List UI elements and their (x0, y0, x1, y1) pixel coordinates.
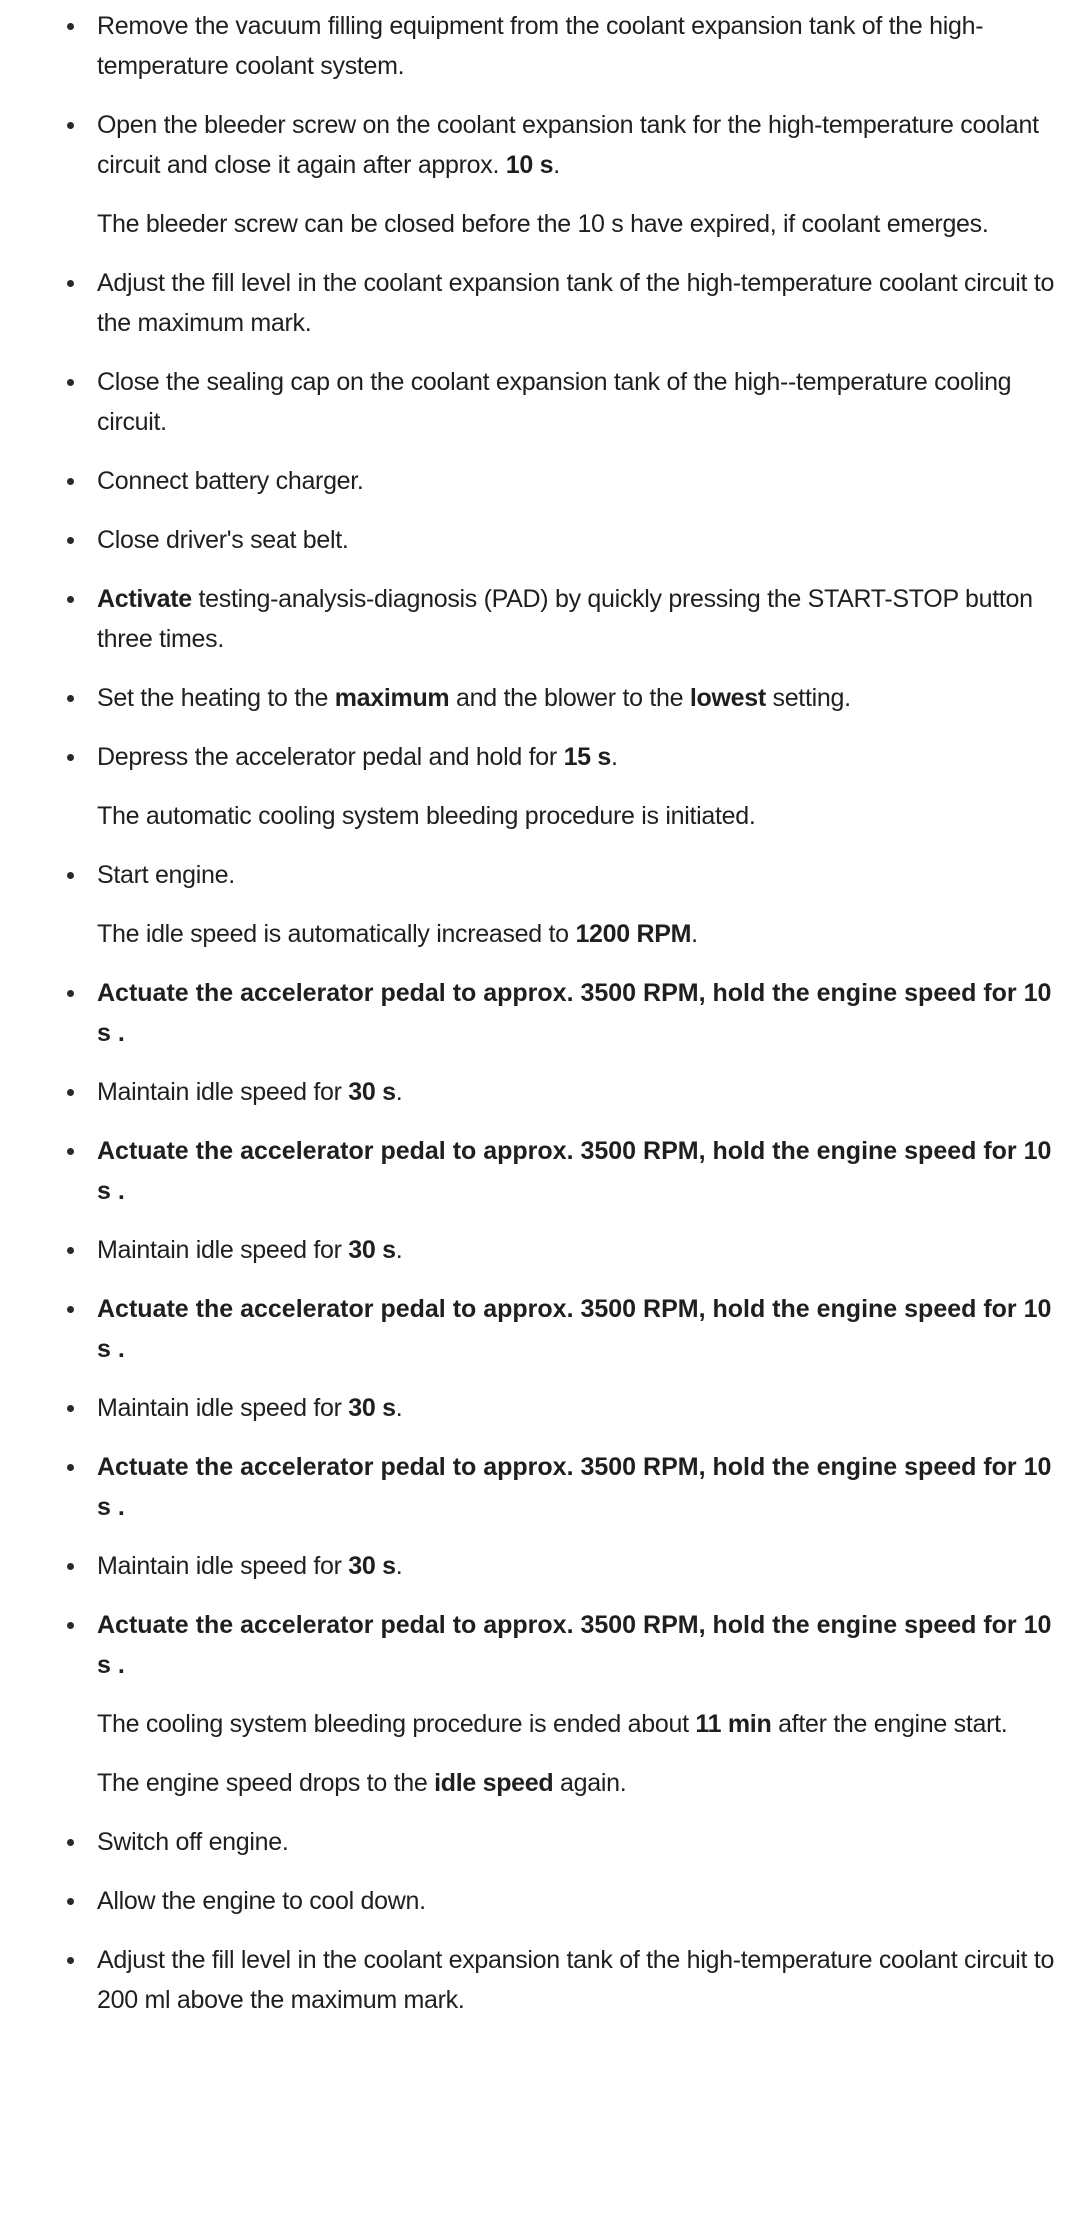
text-run: Close the sealing cap on the coolant expansion tank of the high--temperature cooling circuit. (97, 368, 1012, 436)
list-item-text (97, 368, 1011, 436)
text-run: The bleeder screw can be closed before the 10 s have expired, if coolant emerges. (97, 210, 989, 238)
note-paragraph (0, 1704, 1080, 1744)
list-item (0, 1881, 1080, 1921)
bullet-icon (67, 379, 74, 386)
text-run: . (553, 151, 560, 179)
list-item-text (97, 1552, 402, 1580)
list-item (0, 6, 1080, 86)
list-item (0, 1072, 1080, 1112)
list-item-text (97, 1078, 402, 1106)
list-item (0, 678, 1080, 718)
text-run: Actuate the accelerator pedal to approx. 3500 RPM, hold the engine speed for 10 s . (97, 1611, 1052, 1679)
bullet-icon (67, 1148, 74, 1155)
text-run: Maintain idle speed for (97, 1552, 349, 1580)
list-item (0, 1940, 1080, 2020)
bullet-icon (67, 1405, 74, 1412)
list-item-text (97, 1887, 426, 1915)
bullet-icon (67, 1563, 74, 1570)
emphasis-text: 30 s (348, 1552, 396, 1580)
bullet-icon (67, 122, 74, 129)
list-item (0, 1546, 1080, 1586)
bullet-icon (67, 478, 74, 485)
note-text (97, 1710, 1007, 1738)
text-run: The cooling system bleeding procedure is ended about (97, 1710, 696, 1738)
text-run: Start engine. (97, 861, 235, 889)
list-item-text (97, 467, 364, 495)
text-run: . (611, 743, 618, 771)
list-item-text (97, 979, 1051, 1047)
text-run: Open the bleeder screw on the coolant expansion tank for the high-temperature coolant circuit and close it again after approx. (97, 111, 1039, 179)
note-paragraph (0, 204, 1080, 244)
bullet-icon (67, 23, 74, 30)
bullet-icon (67, 1089, 74, 1096)
bullet-icon (67, 1839, 74, 1846)
text-run: after the engine start. (771, 1710, 1008, 1738)
text-run: The engine speed drops to the (97, 1769, 435, 1797)
emphasis-text: 30 s (348, 1236, 396, 1264)
emphasis-text: lowest (689, 684, 766, 712)
text-run: Remove the vacuum filling equipment from the coolant expansion tank of the high-temperature coolant system. (97, 12, 984, 80)
list-item (0, 461, 1080, 501)
list-item (0, 362, 1080, 442)
list-item-text (97, 111, 1039, 179)
list-item-text (97, 1828, 289, 1856)
list-item-text (97, 861, 235, 889)
text-run: . (691, 920, 698, 948)
emphasis-text: idle speed (434, 1769, 554, 1797)
bullet-icon (67, 754, 74, 761)
text-run: Maintain idle speed for (97, 1236, 349, 1264)
list-item (0, 1605, 1080, 1685)
list-item (0, 1447, 1080, 1527)
note-paragraph (0, 1763, 1080, 1803)
emphasis-text: 15 s (563, 743, 612, 771)
list-item-text (97, 684, 851, 712)
list-item-text (97, 1453, 1051, 1521)
emphasis-text: maximum (334, 684, 450, 712)
text-run: Maintain idle speed for (97, 1394, 349, 1422)
text-run: The automatic cooling system bleeding procedure is initiated. (97, 802, 756, 830)
emphasis-text: 30 s (348, 1394, 396, 1422)
list-item (0, 1822, 1080, 1862)
text-run: Adjust the fill level in the coolant expansion tank of the high-temperature coolant circuit to 200 ml above the maximum mark. (97, 1946, 1055, 2014)
bullet-icon (67, 280, 74, 287)
list-item (0, 737, 1080, 777)
list-item (0, 263, 1080, 343)
list-item (0, 1230, 1080, 1270)
text-run: Adjust the fill level in the coolant expansion tank of the high-temperature coolant circuit to the maximum mark. (97, 269, 1055, 337)
list-item-text (97, 743, 618, 771)
note-text (97, 802, 755, 830)
bullet-icon (67, 695, 74, 702)
text-run: Actuate the accelerator pedal to approx. 3500 RPM, hold the engine speed for 10 s . (97, 1453, 1052, 1521)
text-run: Switch off engine. (97, 1828, 289, 1856)
list-item (0, 1131, 1080, 1211)
text-run: Close driver's seat belt. (97, 526, 349, 554)
text-run: testing-analysis-diagnosis (PAD) by quickly pressing the START-STOP button three times. (97, 585, 1033, 653)
emphasis-text: 10 s (505, 151, 554, 179)
bullet-icon (67, 872, 74, 879)
text-run: setting. (765, 684, 851, 712)
text-run: . (395, 1394, 403, 1422)
text-run: Actuate the accelerator pedal to approx. 3500 RPM, hold the engine speed for 10 s . (97, 1295, 1052, 1363)
list-item (0, 520, 1080, 560)
bullet-icon (67, 537, 74, 544)
bullet-icon (67, 1622, 74, 1629)
list-item-text (97, 1236, 402, 1264)
emphasis-text: 11 min (695, 1710, 772, 1738)
note-text (97, 1769, 626, 1797)
list-item-text (97, 1394, 402, 1422)
list-item (0, 1388, 1080, 1428)
bullet-icon (67, 596, 74, 603)
note-text (97, 920, 698, 948)
list-item-text (97, 1137, 1051, 1205)
text-run: again. (553, 1769, 627, 1797)
text-run: and the blower to the (449, 684, 690, 712)
text-run: . (395, 1078, 403, 1106)
emphasis-text: 1200 RPM (575, 920, 692, 948)
bullet-icon (67, 990, 74, 997)
text-run: Actuate the accelerator pedal to approx. 3500 RPM, hold the engine speed for 10 s . (97, 979, 1052, 1047)
list-item-text (97, 585, 1033, 653)
list-item (0, 855, 1080, 895)
list-item (0, 579, 1080, 659)
bullet-icon (67, 1957, 74, 1964)
text-run: . (395, 1552, 403, 1580)
emphasis-text: 30 s (348, 1078, 396, 1106)
text-run: Maintain idle speed for (97, 1078, 349, 1106)
list-item-text (97, 12, 983, 80)
text-run: The idle speed is automatically increased to (97, 920, 576, 948)
note-text (97, 210, 989, 238)
text-run: . (395, 1236, 403, 1264)
instruction-list (0, 6, 1080, 2039)
note-paragraph (0, 796, 1080, 836)
list-item-text (97, 1946, 1054, 2014)
text-run: Actuate the accelerator pedal to approx. 3500 RPM, hold the engine speed for 10 s . (97, 1137, 1052, 1205)
list-item (0, 105, 1080, 185)
bullet-icon (67, 1247, 74, 1254)
text-run: Allow the engine to cool down. (97, 1887, 426, 1915)
list-item-text (97, 269, 1054, 337)
bullet-icon (67, 1464, 74, 1471)
text-run: Connect battery charger. (97, 467, 364, 495)
list-item-text (97, 1295, 1051, 1363)
emphasis-text: Activate (97, 585, 192, 613)
list-item-text (97, 526, 349, 554)
list-item-text (97, 1611, 1051, 1679)
list-item (0, 973, 1080, 1053)
note-paragraph (0, 914, 1080, 954)
bullet-icon (67, 1898, 74, 1905)
text-run: Set the heating to the (97, 684, 335, 712)
bullet-icon (67, 1306, 74, 1313)
text-run: Depress the accelerator pedal and hold for (97, 743, 564, 771)
list-item (0, 1289, 1080, 1369)
